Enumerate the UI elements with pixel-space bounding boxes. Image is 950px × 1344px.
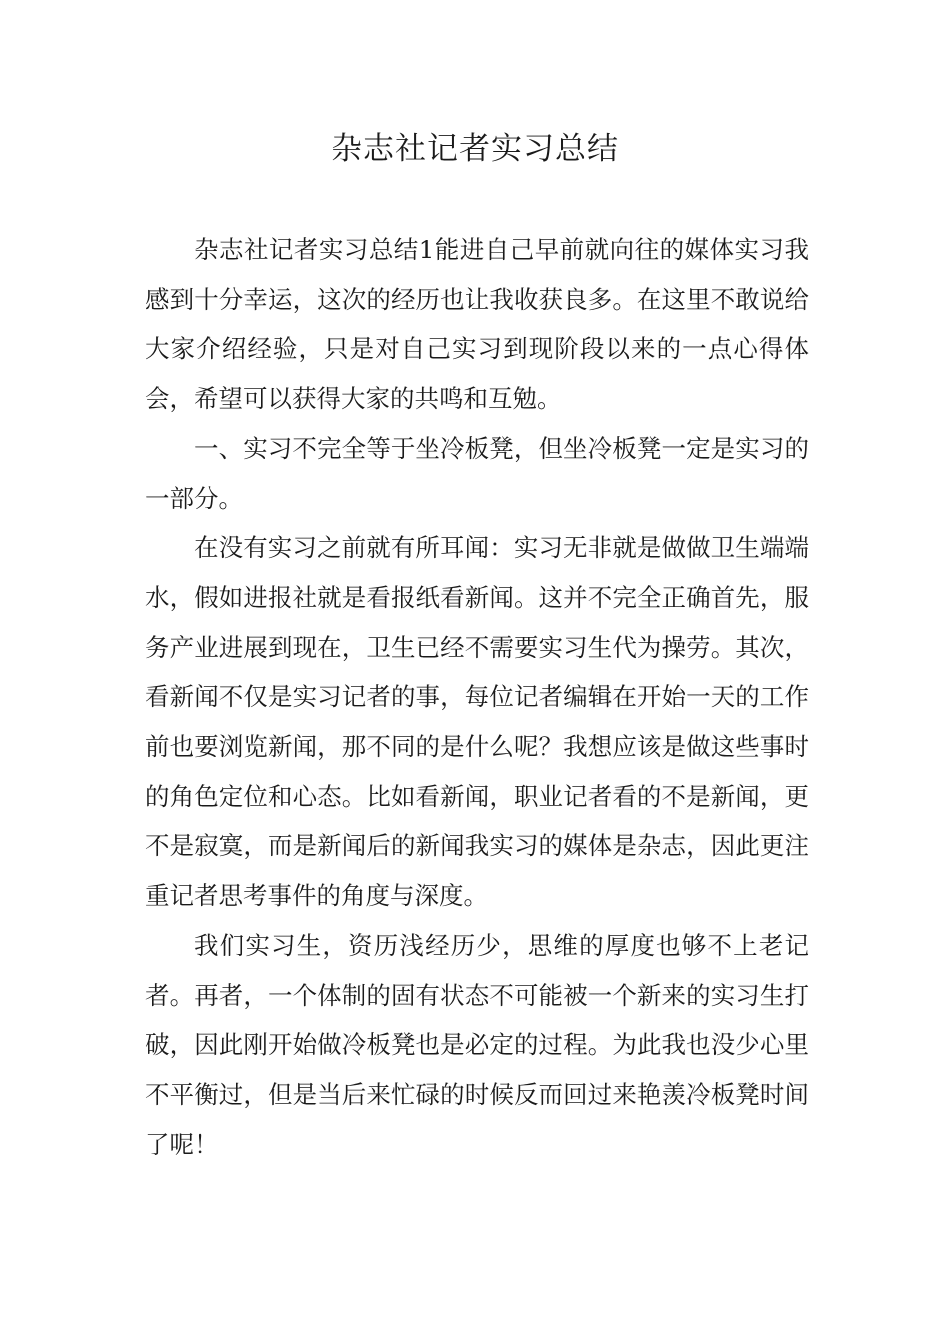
- paragraph-news-reading: 在没有实习之前就有所耳闻：实习无非就是做做卫生端端水，假如进报社就是看报纸看新闻。这并不完全正确首先，服务产业进展到现在，卫生已经不需要实习生代为操劳。其次，看新闻不仅是实习记者的事，每位记者编辑在开始一天的工作前也要浏览新闻，那不同的是什么呢？我想应该是做这些事时的角色定位和心态。比如看新闻，职业记者看的不是新闻，更不是寂寞，而是新闻后的新闻我实习的媒体是杂志，因此更注重记者思考事件的角度与深度。: [145, 533, 809, 911]
- document-body: [145, 225, 809, 1169]
- paragraph-section-one-heading: 一、实习不完全等于坐冷板凳，但坐冷板凳一定是实习的一部分。: [145, 433, 809, 513]
- document-title: 杂志社记者实习总结: [331, 131, 619, 167]
- paragraph-intro: 杂志社记者实习总结1能进自己早前就向往的媒体实习我感到十分幸运，这次的经历也让我收获良多。在这里不敢说给大家介绍经验，只是对自己实习到现阶段以来的一点心得体会，希望可以获得大家的共鸣和互勉。: [145, 235, 809, 414]
- paragraph-cold-bench: 我们实习生，资历浅经历少，思维的厚度也够不上老记者。再者，一个体制的固有状态不可能被一个新来的实习生打破，因此刚开始做冷板凳也是必定的过程。为此我也没少心里不平衡过，但是当后来忙碌的时候反而回过来艳羡冷板凳时间了呢！: [145, 930, 809, 1159]
